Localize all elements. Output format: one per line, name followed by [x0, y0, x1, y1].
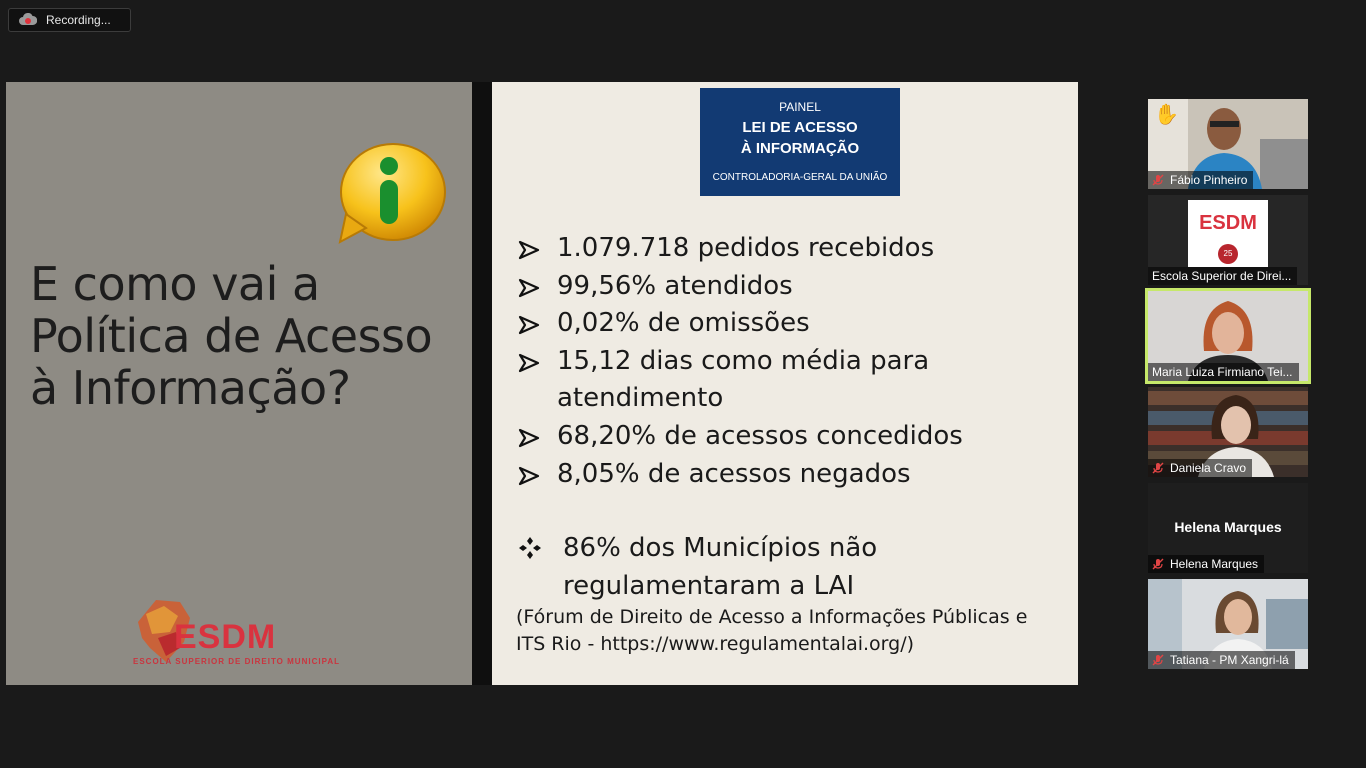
info-icon	[336, 142, 446, 248]
esdm-logo-text: ESDM	[174, 618, 277, 656]
participant-name: Helena Marques	[1170, 557, 1259, 571]
participant-name-tag	[1148, 459, 1252, 477]
mic-muted-icon	[1152, 174, 1164, 186]
slide-heading	[30, 258, 460, 414]
participant-tile[interactable]	[1148, 579, 1308, 669]
heading-line: Política de Acesso	[30, 309, 433, 363]
slide-right-panel	[492, 82, 1078, 685]
arrow-bullet-icon	[518, 465, 540, 487]
participant-name: Escola Superior de Direi...	[1152, 269, 1292, 283]
painel-line: CONTROLADORIA-GERAL DA UNIÃO	[712, 172, 888, 183]
stat-text: 15,12 dias como média para atendimento	[557, 345, 930, 414]
stat-item	[512, 230, 1072, 268]
arrow-bullet-icon	[518, 314, 540, 336]
heading-line: à Informação?	[30, 361, 351, 415]
anniversary-badge: 25	[1218, 244, 1238, 264]
raised-hand-icon: ✋	[1154, 104, 1179, 126]
arrow-bullet-icon	[518, 352, 540, 374]
shared-screen	[6, 82, 1078, 685]
stat-item	[512, 305, 1072, 343]
participant-logo-text: ESDM	[1199, 212, 1257, 234]
stat-text: 0,02% de omissões	[557, 308, 810, 339]
highlight-text: 86% dos Municípios não regulamentaram a LAI	[563, 533, 878, 601]
painel-line: PAINEL	[779, 100, 821, 114]
stat-text: 99,56% atendidos	[557, 270, 793, 301]
stat-item	[512, 456, 1072, 494]
source-citation: (Fórum de Direito de Acesso a Informações Públicas e ITS Rio - https://www.regulamentalai.org/)	[516, 606, 1028, 655]
painel-line: LEI DE ACESSO	[742, 119, 858, 136]
mic-muted-icon	[1152, 558, 1164, 570]
arrow-bullet-icon	[518, 277, 540, 299]
esdm-logo-subtitle: ESCOLA SUPERIOR DE DIREITO MUNICIPAL	[133, 657, 340, 666]
arrow-bullet-icon	[518, 239, 540, 261]
cloud-record-icon	[19, 13, 37, 27]
stats-list	[512, 230, 1072, 493]
participant-logo	[1188, 200, 1268, 267]
heading-line: E como vai a	[30, 257, 320, 311]
participant-name-tag	[1148, 363, 1299, 381]
stat-text: 1.079.718 pedidos recebidos	[557, 233, 935, 263]
participant-name-tag	[1148, 171, 1253, 189]
highlight-item	[518, 530, 1103, 605]
slide-left-panel	[6, 82, 472, 685]
stat-text: 68,20% de acessos concedidos	[557, 420, 963, 451]
participant-name: Tatiana - PM Xangri-lá	[1170, 653, 1289, 667]
participant-tile[interactable]	[1148, 483, 1308, 573]
participant-name-tag	[1148, 651, 1295, 669]
mic-muted-icon	[1152, 462, 1164, 474]
stat-text: 8,05% de acessos negados	[557, 458, 911, 489]
participant-tile[interactable]	[1148, 387, 1308, 477]
recording-label: Recording...	[46, 13, 111, 27]
painel-line: À INFORMAÇÃO	[740, 140, 860, 157]
mic-muted-icon	[1152, 654, 1164, 666]
participant-display-name: Helena Marques	[1174, 519, 1282, 535]
participant-name-tag	[1148, 555, 1264, 573]
stat-item	[512, 343, 1072, 418]
stat-item	[512, 268, 1072, 306]
participant-name: Daniela Cravo	[1170, 461, 1247, 475]
participant-name: Maria Luiza Firmiano Tei...	[1152, 365, 1293, 379]
participant-tile[interactable]	[1148, 195, 1308, 285]
painel-lai-banner	[700, 88, 900, 196]
stat-item	[512, 418, 1072, 456]
participant-name-tag	[1148, 267, 1297, 285]
recording-indicator[interactable]	[8, 8, 131, 32]
participant-tile[interactable]	[1148, 99, 1308, 189]
participant-tile-active-speaker[interactable]	[1148, 291, 1308, 381]
participant-name: Fábio Pinheiro	[1170, 173, 1248, 187]
four-diamond-bullet-icon	[518, 536, 542, 560]
arrow-bullet-icon	[518, 427, 540, 449]
